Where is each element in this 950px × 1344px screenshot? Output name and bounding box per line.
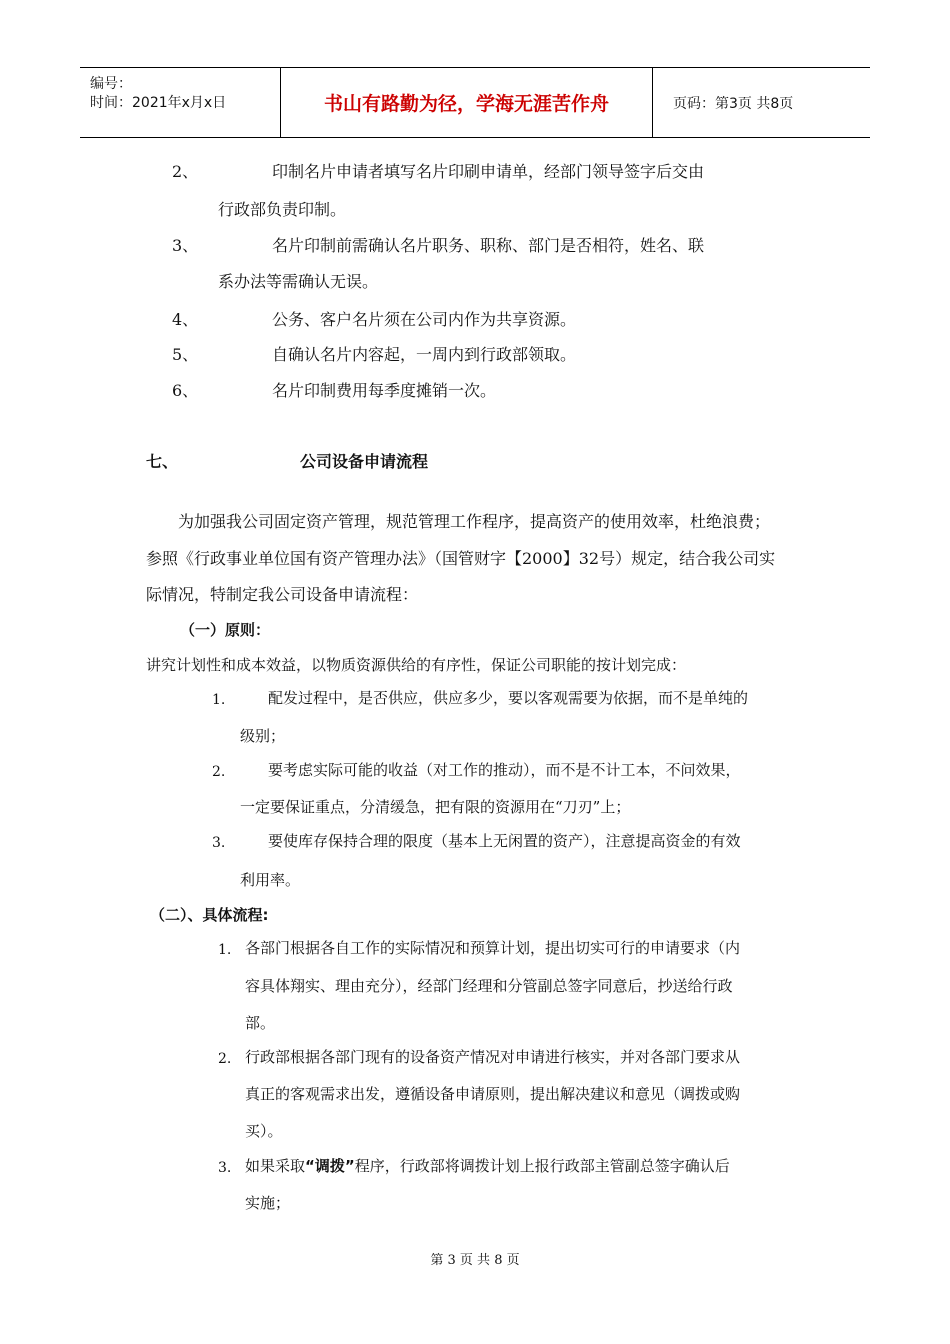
principle-number: 1.	[212, 692, 226, 708]
process-item-text: 买）。	[245, 1122, 283, 1140]
principle-number: 3.	[212, 835, 226, 851]
page-footer: 第 3 页 共 8 页	[430, 1253, 520, 1268]
principle-item-text: 利用率。	[240, 871, 301, 889]
list-item-text: 名片印制费用每季度摊销一次。	[272, 381, 497, 400]
header-time: 时间：2021年x月x日	[90, 95, 227, 111]
intro-line: 际情况，特制定我公司设备申请流程：	[146, 585, 419, 604]
process-heading: （二）、具体流程:	[150, 906, 269, 924]
process-item-text: 各部门根据各自工作的实际情况和预算计划，提出切实可行的申请要求（内	[245, 939, 741, 957]
principle-text: 讲究计划性和成本效益，以物质资源供给的有序性，保证公司职能的按计划完成：	[146, 656, 687, 674]
list-item-text: 行政部负责印制。	[218, 200, 347, 219]
principle-item-text: 级别；	[240, 727, 286, 745]
page-header	[80, 67, 870, 138]
header-page-info	[663, 68, 870, 137]
list-item-number: 5、	[172, 345, 199, 364]
process-item-text: 真正的客观需求出发，遵循设备申请原则，提出解决建议和意见（调拨或购	[245, 1085, 741, 1103]
process-item-text: 行政部根据各部门现有的设备资产情况对申请进行核实，并对各部门要求从	[245, 1048, 741, 1066]
list-item-text: 公务、客户名片须在公司内作为共享资源。	[272, 310, 577, 329]
process-item-text: 实施；	[245, 1194, 291, 1212]
intro-line: 为加强我公司固定资产管理，规范管理工作程序，提高资产的使用效率，杜绝浪费；	[178, 512, 771, 531]
process-number: 2.	[218, 1051, 232, 1067]
section-title: 公司设备申请流程	[300, 452, 429, 471]
list-item-number: 2、	[172, 162, 199, 181]
principle-number: 2.	[212, 764, 226, 780]
principle-item-text: 要考虑实际可能的收益（对工作的推动），而不是不计工本，不问效果，	[268, 761, 741, 779]
principle-heading: （一）原则：	[180, 621, 271, 639]
principle-item-text: 配发过程中，是否供应，供应多少，要以客观需要为依据，而不是单纯的	[268, 689, 749, 707]
intro-line: 参照《行政事业单位国有资产管理办法》（国管财字【2000】32号）规定，结合我公司实	[146, 549, 776, 568]
list-item-number: 3、	[172, 236, 199, 255]
header-meta	[80, 68, 281, 137]
section-number: 七、	[146, 452, 179, 471]
header-page-text: 页码：第3页 共8页	[673, 95, 794, 112]
process-number: 1.	[218, 942, 232, 958]
list-item-number: 6、	[172, 381, 199, 400]
process-item-text	[245, 1156, 730, 1176]
process-item-post: 程序，行政部将调拨计划上报行政部主管副总签字确认后	[354, 1157, 730, 1175]
list-item-number: 4、	[172, 310, 199, 329]
process-item-text: 容具体翔实、理由充分），经部门经理和分管副总签字同意后，抄送给行政	[245, 977, 733, 995]
header-motto: 书山有路勤为径，学海无涯苦作舟	[281, 68, 653, 137]
list-item-text: 系办法等需确认无误。	[218, 272, 379, 291]
process-number: 3.	[218, 1160, 232, 1176]
principle-item-text: 一定要保证重点，分清缓急，把有限的资源用在“刀刃”上；	[240, 798, 631, 816]
header-code: 编号：	[90, 76, 132, 92]
process-item-text: 部。	[245, 1014, 276, 1032]
process-item-bold: “调拨”	[305, 1157, 355, 1175]
list-item-text: 印制名片申请者填写名片印刷申请单，经部门领导签字后交由	[272, 162, 705, 181]
principle-item-text: 要使库存保持合理的限度（基本上无闲置的资产），注意提高资金的有效	[268, 832, 741, 850]
process-item-pre: 如果采取	[245, 1157, 306, 1175]
list-item-text: 自确认名片内容起，一周内到行政部领取。	[272, 345, 577, 364]
list-item-text: 名片印制前需确认名片职务、职称、部门是否相符，姓名、联	[272, 236, 705, 255]
